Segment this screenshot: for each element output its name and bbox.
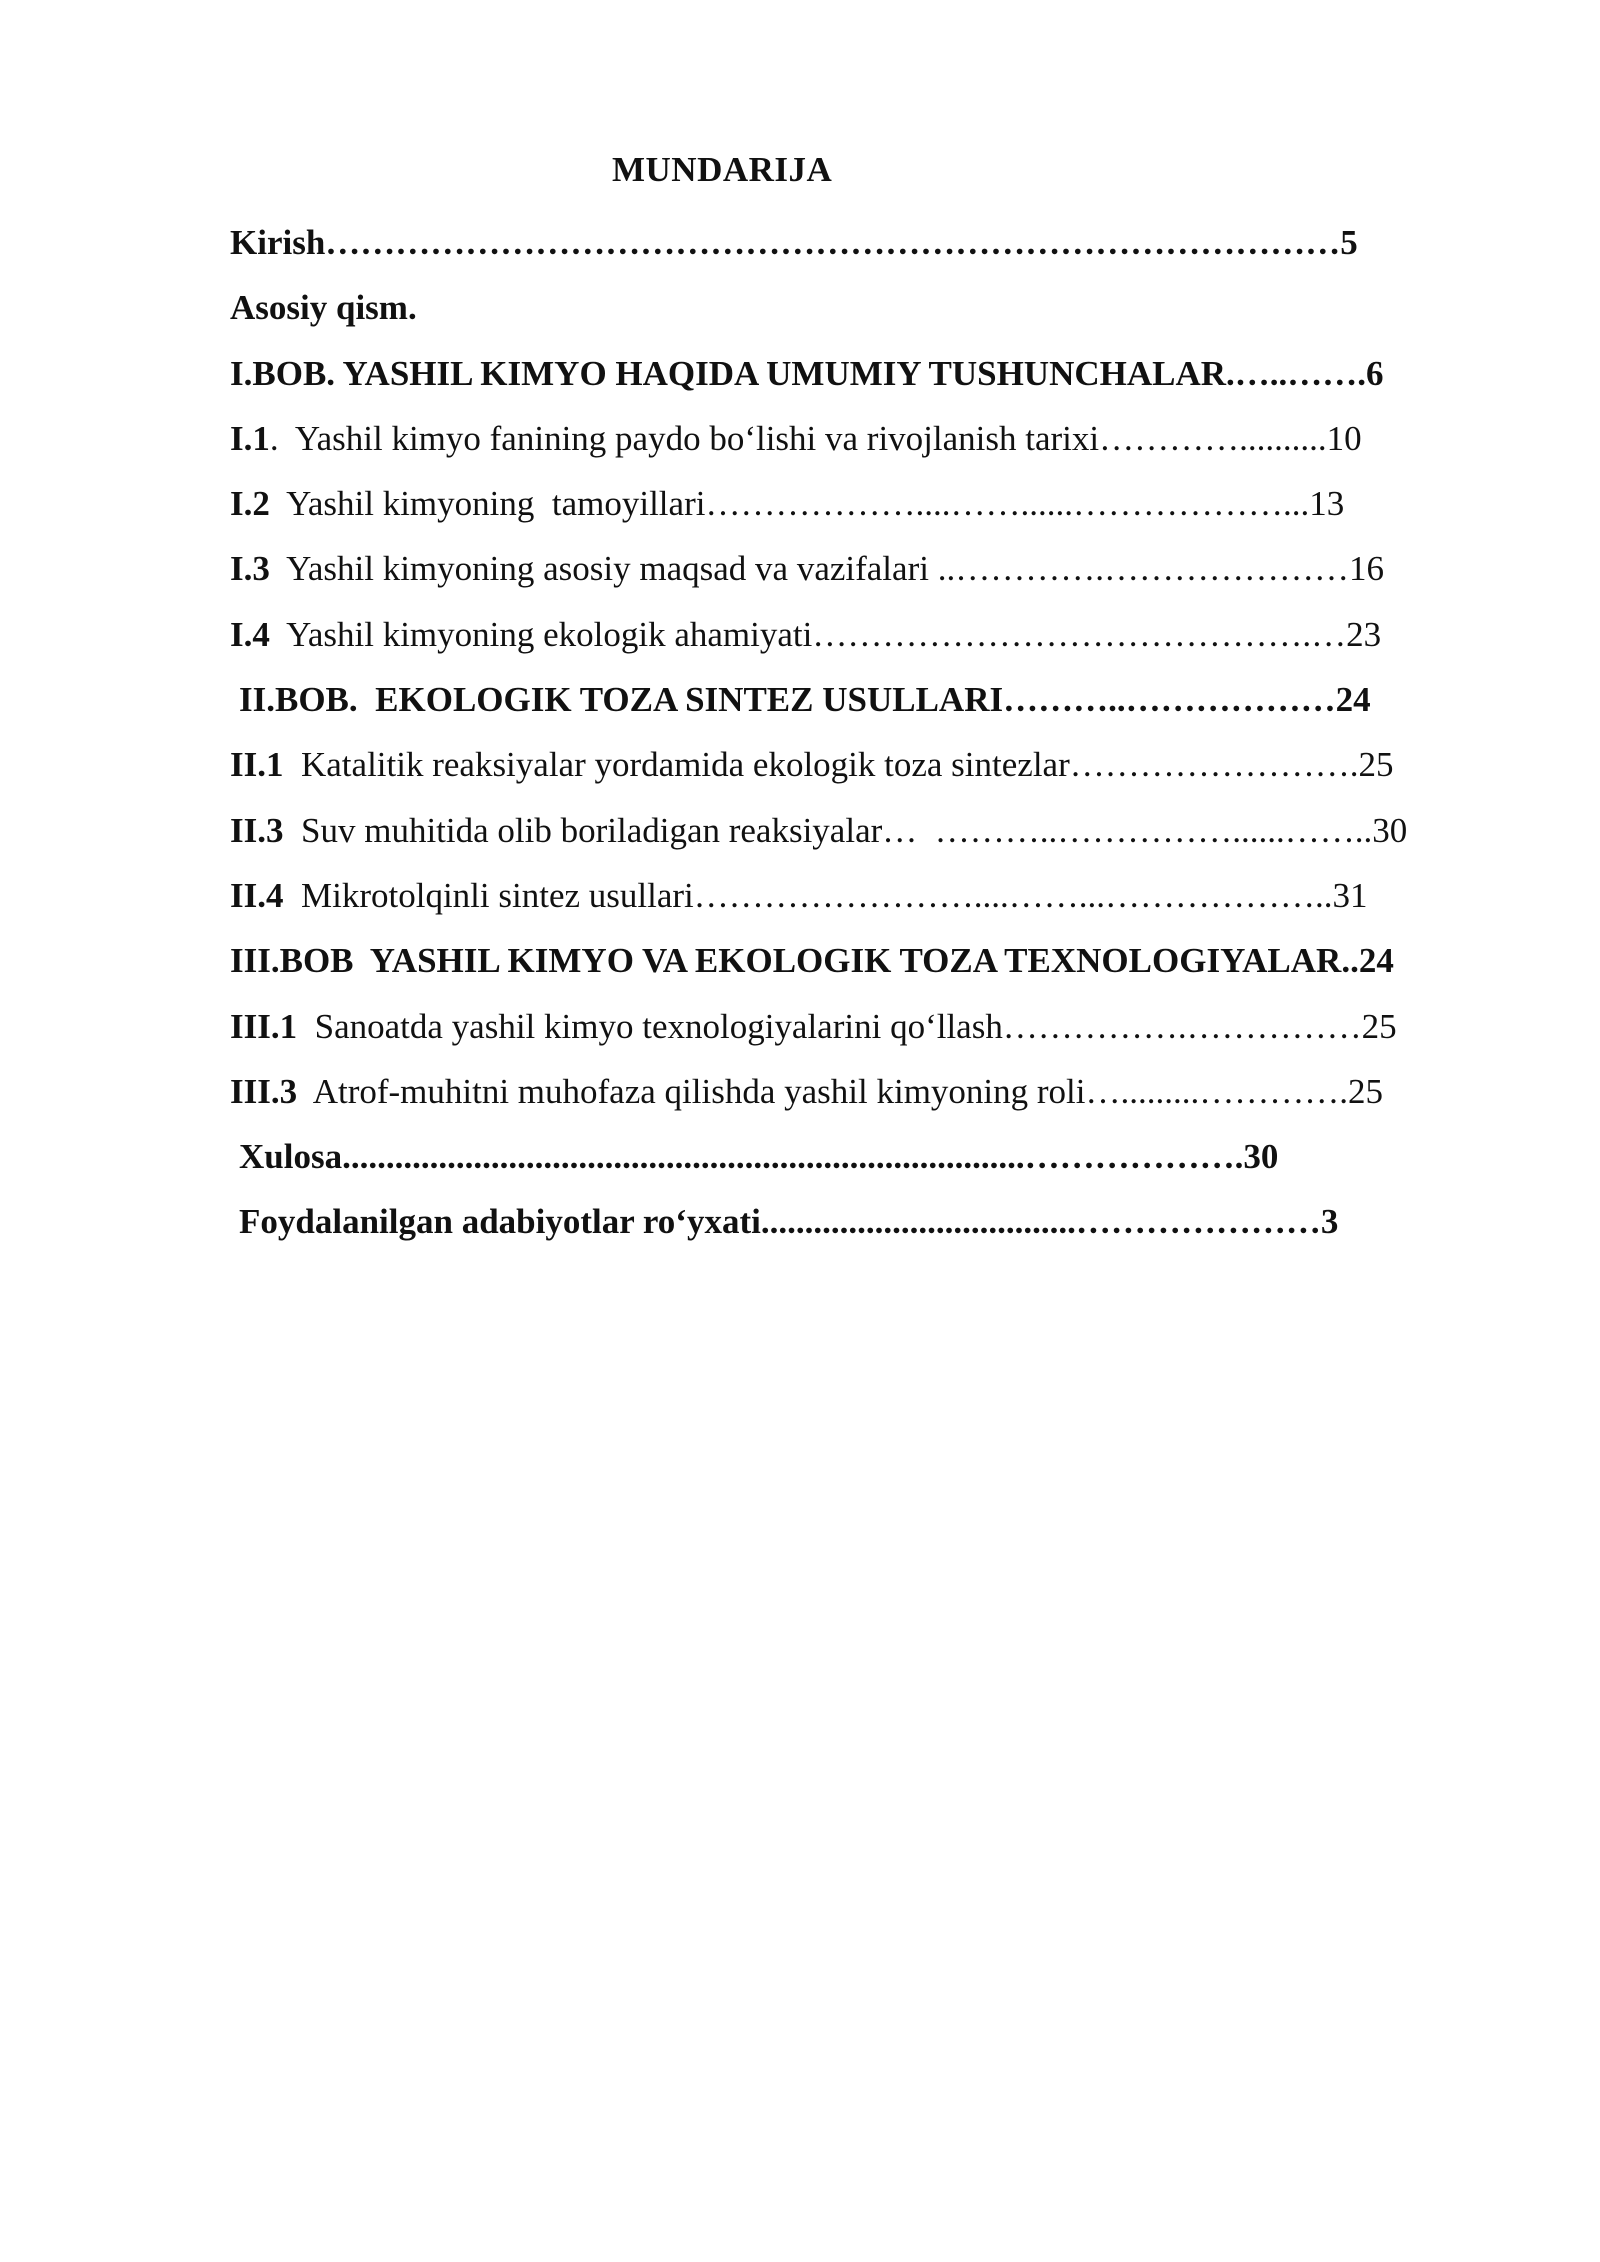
toc-entry: [230, 863, 1490, 928]
toc-entry-title: Mikrotolqinli sintez usullari: [283, 875, 694, 915]
toc-entry-number: II.4: [230, 875, 284, 915]
toc-entry-leader: ....................................…………………: [760, 1202, 1321, 1242]
toc-entry-title: Kirish: [230, 223, 326, 262]
toc-entry-page: 3: [1320, 1202, 1339, 1242]
toc-entry-leader: …………………….: [1069, 745, 1359, 785]
toc-entry: [230, 928, 1490, 993]
toc-entry-title: Yashil kimyoning ekologik ahamiyati: [269, 614, 813, 654]
toc-entry-page: 25: [1348, 1071, 1383, 1111]
toc-entry-leader: … ………..……………......……..: [882, 810, 1373, 850]
toc-entry-title: Xulosa: [239, 1137, 343, 1177]
toc-entry-title: Yashil kimyoning tamoyillari: [269, 484, 706, 524]
toc-entry: [230, 406, 1490, 471]
toc-entry: [230, 275, 1490, 340]
toc-entry-page: 31: [1332, 875, 1368, 915]
toc-entry-title: Atrof-muhitni muhofaza qilishda yashil kimyoning roli: [297, 1071, 1086, 1111]
toc-entry: [230, 1059, 1490, 1124]
toc-entry-number: I.1: [230, 418, 270, 458]
toc-entry-leader: ……………………………………………………………………………: [325, 223, 1341, 262]
toc-entry-page: 10: [1326, 418, 1362, 458]
toc-entry-title: Asosiy qism.: [230, 288, 417, 328]
toc-entry-number: II.1: [230, 745, 284, 785]
toc-entry-number: II.3: [230, 810, 284, 850]
toc-entry-number: I.4: [230, 614, 270, 654]
toc-entry-leader: ….........………….: [1085, 1071, 1348, 1111]
toc-entry: [230, 602, 1490, 667]
toc-entry: [230, 1124, 1490, 1189]
toc-entry-number: III.1: [230, 1006, 298, 1046]
toc-entry-page: 30: [1243, 1137, 1279, 1177]
toc-entry-title: I.BOB. YASHIL KIMYO HAQIDA UMUMIY TUSHUNCHALAR: [230, 353, 1227, 393]
toc-entry-page: 25: [1361, 1006, 1397, 1046]
toc-entry-number: III.3: [230, 1071, 298, 1111]
page-title: MUNDARIJA: [612, 150, 833, 189]
toc-entry-leader: ………………....……......………………...: [705, 484, 1310, 524]
toc-entry-leader: ………..………………: [1003, 680, 1336, 720]
toc-entry: [230, 341, 1490, 406]
toc-entry-leader: ..………….…………………: [928, 549, 1349, 589]
toc-entry-page: 16: [1348, 549, 1384, 589]
toc-entry: [230, 994, 1490, 1059]
toc-entry: [230, 798, 1490, 863]
toc-entry-title: Katalitik reaksiyalar yordamida ekologik toza sintezlar: [283, 745, 1070, 785]
toc-entry-title: II.BOB. EKOLOGIK TOZA SINTEZ USULLARI: [239, 680, 1004, 720]
toc-entry-leader: …………..........: [1099, 418, 1327, 458]
toc-entry-leader: ..: [1341, 941, 1359, 981]
toc-entry-leader: …………….……………: [1002, 1006, 1362, 1046]
toc-entry-title: . Yashil kimyo fanining paydo bo‘lishi va rivojlanish tarixi: [269, 418, 1100, 458]
toc-entry: [230, 667, 1490, 732]
toc-entry-page: 6: [1366, 353, 1384, 393]
toc-entry-leader: …………………………………….…: [812, 614, 1347, 654]
toc-entry-number: I.2: [230, 484, 270, 524]
toc-entry-page: 5: [1340, 223, 1358, 262]
toc-entry-title: Foydalanilgan adabiyotlar ro‘yxati: [239, 1202, 761, 1242]
toc-entry: [230, 732, 1490, 797]
toc-entry-title: III.BOB YASHIL KIMYO VA EKOLOGIK TOZA TEXNOLOGIYALAR: [230, 941, 1342, 981]
toc-entry-page: 13: [1309, 484, 1345, 524]
toc-entry: [230, 471, 1490, 536]
toc-entry-page: 23: [1346, 614, 1382, 654]
toc-entry-number: I.3: [230, 549, 270, 589]
toc-entry-page: 30: [1372, 810, 1408, 850]
table-of-contents: [230, 210, 1490, 1255]
toc-entry-leader: ..............................................................................……………….: [342, 1137, 1244, 1177]
toc-entry-title: Sanoatda yashil kimyo texnologiyalarini qo‘llash: [297, 1006, 1003, 1046]
toc-entry-title: Suv muhitida olib boriladigan reaksiyalar: [283, 810, 883, 850]
toc-entry-leader: .…..…….: [1226, 353, 1367, 393]
toc-entry-page: 24: [1358, 941, 1394, 981]
toc-entry-page: 25: [1358, 745, 1394, 785]
toc-entry: [230, 210, 1490, 275]
toc-entry-page: 24: [1335, 680, 1371, 720]
toc-entry: [230, 1189, 1490, 1254]
toc-entry-leader: ……………………....……...………………..: [693, 875, 1333, 915]
toc-entry: [230, 536, 1490, 601]
toc-entry-title: Yashil kimyoning asosiy maqsad va vazifalari: [269, 549, 929, 589]
